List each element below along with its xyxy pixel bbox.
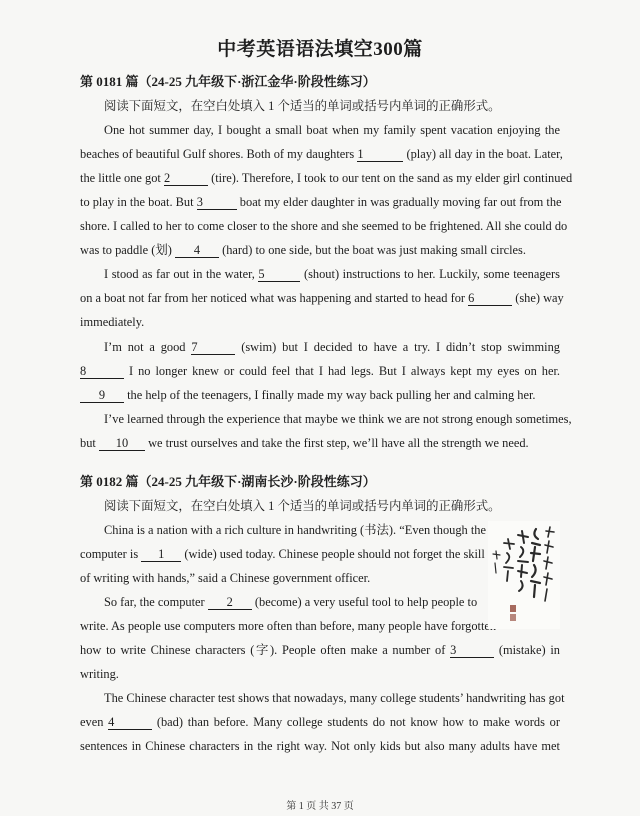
passage-line: the little one got 2 (tire). Therefore, I took to our tent on the sand as my elder girl continued [80, 171, 573, 185]
answer-blank-1[interactable]: 1 [357, 147, 403, 162]
passage-line: writing. [80, 667, 119, 681]
section-heading-0181: 第 0181 篇（24-25 九年级下·浙江金华·阶段性练习） [80, 74, 376, 89]
section-instruction-0181: 阅读下面短文，在空白处填入 1 个适当的单词或括号内单词的正确形式。 [104, 99, 501, 113]
passage-line: but 10 we trust ourselves and take the first step, we’ll have all the strength we need. [80, 436, 529, 450]
passage-line: China is a nation with a rich culture in handwriting (书法). “Even though the [104, 523, 486, 537]
answer-blank-8[interactable]: 8 [80, 364, 124, 379]
passage-line: sentences in Chinese characters in the right way. Not only kids but also many adults have met [80, 739, 560, 753]
passage-line: I’m not a good 7 (swim) but I decided to have a try. I didn’t stop swimming [104, 340, 560, 354]
calligraphy-image [488, 521, 560, 629]
answer-blank-3[interactable]: 3 [197, 195, 237, 210]
answer-blank-2[interactable]: 2 [208, 595, 252, 610]
passage-line: beaches of beautiful Gulf shores. Both of my daughters 1 (play) all day in the boat. Later, [80, 147, 563, 161]
passage-line: I stood as far out in the water, 5 (shout) instructions to her. Luckily, some teenagers [104, 267, 560, 281]
passage-line: to play in the boat. But 3 boat my elder daughter in was gradually moving far out from the [80, 195, 562, 209]
answer-blank-5[interactable]: 5 [258, 267, 300, 282]
answer-blank-6[interactable]: 6 [468, 291, 512, 306]
passage-line: even 4 (bad) than before. Many college students do not know how to make words or [80, 715, 560, 729]
passage-line: computer is 1 (wide) used today. Chinese people should not forget the skill [80, 547, 485, 561]
section-instruction-0182: 阅读下面短文，在空白处填入 1 个适当的单词或括号内单词的正确形式。 [104, 499, 501, 513]
answer-blank-10[interactable]: 10 [99, 436, 145, 451]
answer-blank-4[interactable]: 4 [108, 715, 152, 730]
passage-line: One hot summer day, I bought a small boat when my family spent vacation enjoying the [104, 123, 560, 137]
answer-blank-3[interactable]: 3 [450, 643, 494, 658]
passage-line: how to write Chinese characters (字). People often make a number of 3 (mistake) in [80, 643, 560, 657]
answer-blank-2[interactable]: 2 [164, 171, 208, 186]
answer-blank-1[interactable]: 1 [141, 547, 181, 562]
passage-line: write. As people use computers more often than before, many people have forgotten [80, 619, 497, 633]
passage-line: 9 the help of the teenagers, I finally made my way back pulling her and calming her. [80, 387, 560, 403]
document-title: 中考英语语法填空300篇 [217, 39, 423, 60]
passage-line: on a boat not far from her noticed what was happening and started to head for 6 (she) way [80, 291, 564, 305]
passage-line: I’ve learned through the experience that maybe we think we are not strong enough sometimes, [104, 412, 572, 426]
passage-line: shore. I called to her to come closer to the shore and she seemed to be frightened. All she could do [80, 219, 568, 233]
passage-line: of writing with hands,” said a Chinese government officer. [80, 571, 371, 585]
page-footer: 第 1 页 共 37 页 [286, 801, 354, 812]
passage-line: immediately. [80, 315, 145, 329]
section-heading-0182: 第 0182 篇（24-25 九年级下·湖南长沙·阶段性练习） [80, 474, 376, 489]
passage-line: The Chinese character test shows that nowadays, many college students’ handwriting has got [104, 691, 565, 705]
answer-blank-9[interactable]: 9 [80, 388, 124, 403]
passage-line: 8 I no longer knew or could feel that I had legs. But I always kept my eyes on her. [80, 364, 560, 378]
answer-blank-4[interactable]: 4 [175, 243, 219, 258]
answer-blank-7[interactable]: 7 [191, 340, 235, 355]
passage-line: was to paddle (划) 4 (hard) to one side, but the boat was just making small circles. [80, 243, 526, 257]
passage-line: So far, the computer 2 (become) a very useful tool to help people to [104, 595, 478, 609]
